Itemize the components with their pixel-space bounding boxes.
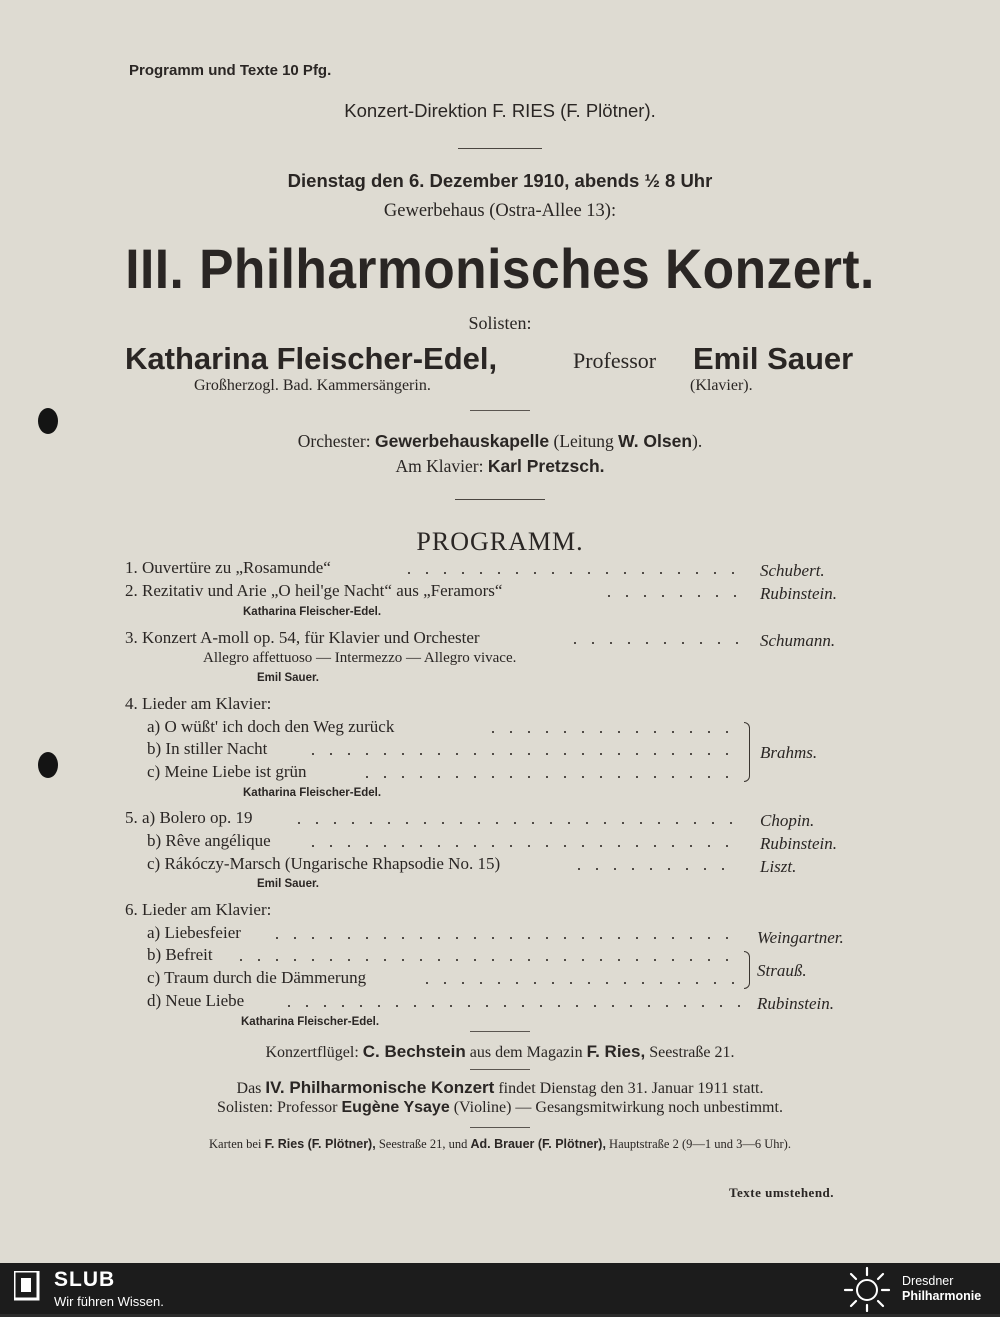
soloist-fleischer-edel-title: Großherzogl. Bad. Kammersängerin.: [194, 377, 431, 394]
soloist-sauer-prefix: Professor: [573, 348, 657, 373]
section-rule: [470, 410, 530, 411]
brace: [744, 951, 750, 989]
slub-logo-icon: [14, 1271, 44, 1305]
fluegel-address: Seestraße 21.: [649, 1044, 735, 1061]
soloist-credit: Katharina Fleischer-Edel.: [243, 606, 382, 618]
leader-dots: [400, 572, 740, 574]
composer-rubinstein: Rubinstein.: [757, 994, 834, 1013]
piano-label: Am Klavier:: [395, 456, 484, 476]
next-concert-line: [0, 1078, 1000, 1098]
punch-hole-bottom: [38, 752, 58, 778]
leader-dots: [232, 959, 740, 961]
leader-dots: [484, 731, 740, 733]
concert-direction: Konzert-Direktion F. RIES (F. Plötner).: [344, 100, 656, 121]
fluegel-shop: F. Ries,: [586, 1042, 646, 1061]
ornament-divider-2: [455, 499, 545, 500]
orchestra-name: Gewerbehauskapelle: [375, 431, 550, 451]
next-soloists-prefix: Solisten: Professor: [217, 1099, 338, 1116]
program-item-2: 2. Rezitativ und Arie „O heil'ge Nacht“ aus „Feramors“: [125, 581, 503, 600]
program-item-4b: b) In stiller Nacht: [147, 739, 268, 758]
orchestra-line: [0, 431, 1000, 452]
orchestra-leitung: (Leitung: [553, 431, 614, 451]
tickets-suffix: Hauptstraße 2 (9—1 und 3—6 Uhr).: [609, 1137, 791, 1151]
partner-line2: Philharmonie: [902, 1289, 982, 1303]
orchestra-label: Orchester:: [297, 431, 371, 451]
leader-dots: [570, 868, 740, 870]
fluegel-prefix: Konzertflügel:: [265, 1044, 359, 1061]
composer-rubinstein: Rubinstein.: [760, 834, 837, 853]
partner-line1: Dresdner: [902, 1274, 954, 1288]
ornament-divider: [458, 148, 542, 149]
fluegel-brand: C. Bechstein: [362, 1042, 466, 1061]
leader-dots: [600, 595, 740, 597]
tickets-prefix: Karten bei: [209, 1137, 262, 1151]
composer-chopin: Chopin.: [760, 811, 815, 830]
composer-weingartner: Weingartner.: [757, 928, 844, 947]
piano-line: [0, 456, 1000, 477]
program-item-4c: c) Meine Liebe ist grün: [147, 762, 307, 781]
program-item-6c: c) Traum durch die Dämmerung: [147, 968, 367, 987]
program-item-4: 4. Lieder am Klavier:: [125, 694, 272, 713]
tickets-shop1: F. Ries (F. Plötner),: [264, 1137, 376, 1151]
date-line: Dienstag den 6. Dezember 1910, abends ½ 8 Uhr: [287, 170, 713, 191]
next-concert-name: IV. Philharmonische Konzert: [265, 1078, 495, 1097]
leader-dots: [268, 937, 740, 939]
concert-title: III. Philharmonisches Konzert.: [125, 237, 875, 300]
footer-bar: [0, 1263, 1000, 1314]
tickets-shop2: Ad. Brauer (F. Plötner),: [470, 1137, 606, 1151]
composer-schubert: Schubert.: [760, 561, 825, 580]
next-concert-suffix: findet Dienstag den 31. Januar 1911 statt.: [498, 1080, 764, 1097]
soloist-credit: Katharina Fleischer-Edel.: [241, 1016, 380, 1028]
composer-schumann: Schumann.: [760, 631, 836, 650]
program-item-1: 1. Ouvertüre zu „Rosamunde“: [125, 558, 331, 577]
leader-dots: [304, 753, 740, 755]
composer-strauss: Strauß.: [757, 961, 807, 980]
soloist-sauer-instrument: (Klavier).: [690, 377, 753, 394]
soloist-sauer: Emil Sauer: [693, 341, 854, 376]
soloists-label: Solisten:: [468, 313, 532, 333]
program-item-6b: b) Befreit: [147, 945, 213, 964]
composer-brahms: Brahms.: [760, 743, 818, 762]
program-item-4a: a) O wüßt' ich doch den Weg zurück: [147, 717, 395, 736]
tickets-mid: Seestraße 21, und: [378, 1137, 468, 1151]
leader-dots: [566, 642, 740, 644]
venue: Gewerbehaus (Ostra-Allee 13):: [383, 201, 617, 221]
program-item-3: 3. Konzert A-moll op. 54, für Klavier und Orchester: [125, 628, 480, 647]
leader-dots: [290, 822, 740, 824]
soloist-credit: Katharina Fleischer-Edel.: [243, 787, 382, 799]
slub-tagline: Wir führen Wissen.: [54, 1294, 164, 1309]
program-item-5c: c) Rákóczy-Marsch (Ungarische Rhapsodie No. 15): [147, 854, 501, 873]
tickets-line: [0, 1137, 1000, 1152]
soloist-fleischer-edel: Katharina Fleischer-Edel,: [125, 341, 498, 376]
next-concert-soloists: [0, 1099, 1000, 1117]
program-item-5b: b) Rêve angélique: [147, 831, 271, 850]
program-item-5a: 5. a) Bolero op. 19: [125, 808, 253, 827]
next-concert-prefix: Das: [236, 1080, 262, 1097]
program-item-6d: d) Neue Liebe: [147, 991, 245, 1010]
programm-heading: PROGRAMM.: [416, 527, 584, 556]
composer-rubinstein: Rubinstein.: [760, 584, 837, 603]
section-rule: [470, 1127, 530, 1128]
leader-dots: [280, 1005, 740, 1007]
piano-name: Karl Pretzsch.: [487, 456, 605, 476]
leader-dots: [418, 982, 740, 984]
program-item-6: 6. Lieder am Klavier:: [125, 900, 272, 919]
texte-note: Texte umstehend.: [729, 1185, 835, 1200]
orchestra-close: ).: [692, 431, 703, 451]
soloist-credit: Emil Sauer.: [257, 878, 320, 890]
slub-name: SLUB: [54, 1268, 116, 1291]
section-rule: [470, 1069, 530, 1070]
composer-liszt: Liszt.: [760, 857, 797, 876]
fluegel-mid: aus dem Magazin: [469, 1044, 583, 1061]
leader-dots: [358, 776, 740, 778]
orchestra-conductor: W. Olsen: [618, 431, 693, 451]
next-soloist: Eugène Ysaye: [341, 1099, 450, 1116]
fluegel-line: [0, 1042, 1000, 1062]
program-item-6a: a) Liebesfeier: [147, 923, 241, 942]
next-soloists-suffix: (Violine) — Gesangsmitwirkung noch unbestimmt.: [453, 1099, 783, 1116]
section-rule: [470, 1031, 530, 1032]
soloist-credit: Emil Sauer.: [257, 672, 320, 684]
brace: [744, 722, 750, 782]
price-note: Programm und Texte 10 Pfg.: [129, 62, 332, 79]
leader-dots: [304, 845, 740, 847]
philharmonie-logo-icon: [842, 1266, 892, 1312]
movements: Allegro affettuoso — Intermezzo — Allegro vivace.: [203, 650, 517, 666]
